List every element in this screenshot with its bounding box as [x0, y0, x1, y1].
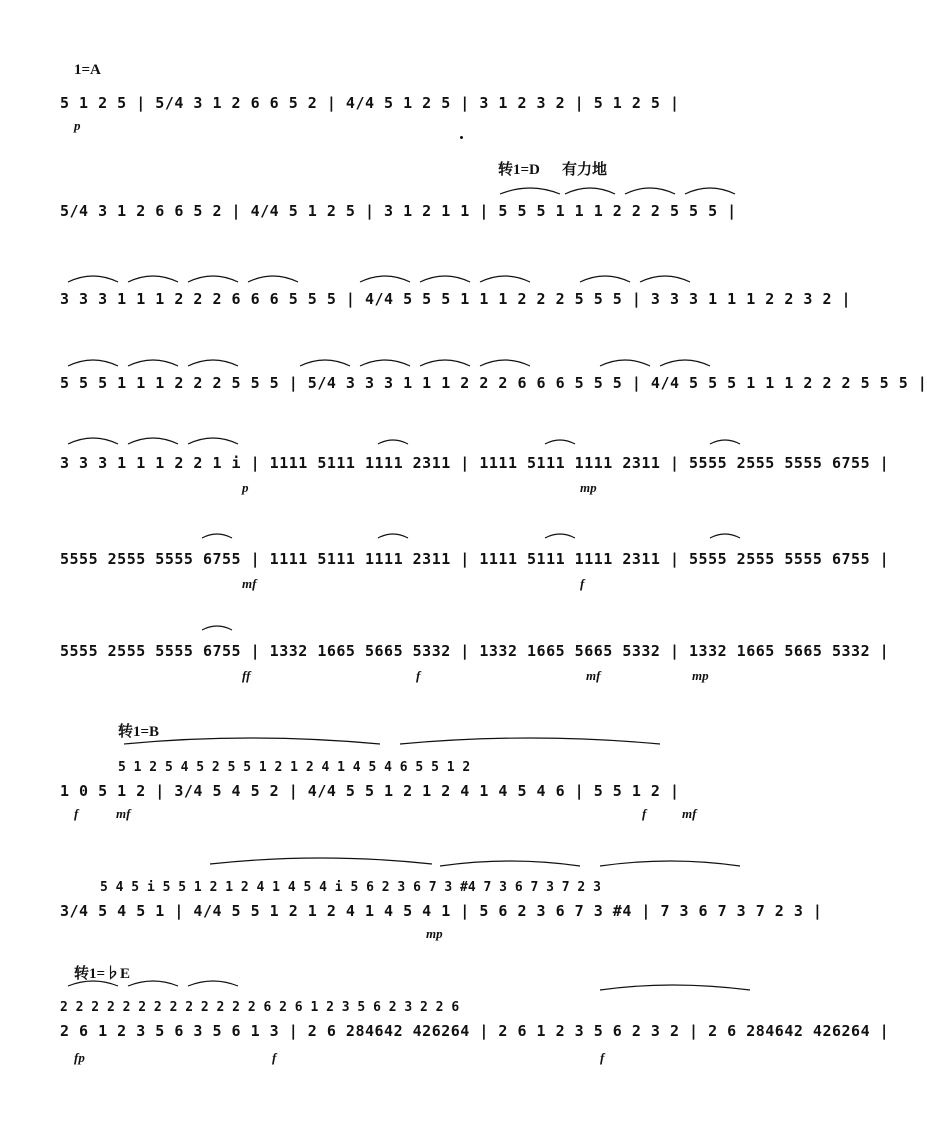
modulation-to-e-flat: 转1=♭E	[74, 966, 131, 982]
dynamic-marking: mf	[682, 806, 697, 821]
staff-notes: 5/4 3 1 2 6 6 5 2 | 4/4 5 1 2 5 | 3 1 2 1 1 | 5 5 5 1 1 1 2 2 2 5 5 5 |	[60, 202, 737, 220]
dynamic-marking: f	[416, 668, 421, 683]
staff-notes: 5 5 5 1 1 1 2 2 2 5 5 5 | 5/4 3 3 3 1 1 1 2 2 2 6 6 6 5 5 5 | 4/4 5 5 5 1 1 1 2 2 2 5 5 5 |	[60, 374, 927, 392]
staff-line-9	[60, 856, 823, 941]
staff-line-1	[60, 78, 762, 158]
dynamic-marking: mf	[586, 668, 601, 683]
staff-line-6	[60, 528, 890, 608]
dynamic-marking: mp	[580, 480, 597, 495]
dynamic-marking: mf	[116, 806, 131, 821]
staff-notes: 5555 2555 5555 6755 | 1332 1665 5665 5332 | 1332 1665 5665 5332 | 1332 1665 5665 5332 |	[60, 642, 890, 660]
dynamic-marking: f	[272, 1050, 277, 1065]
dynamic-marking: mp	[692, 668, 709, 683]
modulation-to-d: 转1=D	[498, 162, 540, 178]
upper-voice: 5 1 2 5 4 5 2 5 5 1 2 1 2 4 1 4 5 4 6 5 5 1 2	[118, 760, 471, 775]
staff-line-3	[60, 268, 852, 348]
slur-arcs	[60, 180, 762, 260]
slur-arcs	[60, 976, 890, 1056]
key-signature-a: 1=A	[74, 62, 101, 78]
staff-line-7	[60, 620, 890, 700]
staff-notes: 1 0 5 1 2 | 3/4 5 4 5 2 | 4/4 5 5 1 2 1 2 4 1 4 5 4 6 | 5 5 1 2 |	[60, 782, 680, 800]
slur-arcs	[60, 352, 927, 432]
dynamic-marking: fp	[74, 1050, 85, 1065]
slur-arcs	[60, 856, 823, 936]
upper-voice: 5 4 5 i 5 5 1 2 1 2 4 1 4 5 4 i 5 6 2 3 6 7 3 #4 7 3 6 7 3 7 2 3	[100, 880, 601, 895]
upper-voice: 2 2 2 2 2 2 2 2 2 2 2 2 2 6 2 6 1 2 3 5 6 2 3 2 2 6	[60, 1000, 460, 1015]
tempo-marking: 有力地	[562, 162, 608, 178]
slur-arcs	[60, 528, 890, 608]
staff-line-2	[60, 180, 762, 260]
slur-arcs	[60, 268, 852, 348]
staff-notes: 3 3 3 1 1 1 2 2 2 6 6 6 5 5 5 | 4/4 5 5 5 1 1 1 2 2 2 5 5 5 | 3 3 3 1 1 1 2 2 3 2 |	[60, 290, 852, 308]
dynamic-marking: p	[74, 118, 81, 133]
staff-line-8	[60, 736, 762, 821]
slur-arcs	[60, 434, 890, 514]
staff-line-10	[60, 976, 890, 1065]
modulation-to-b: 转1=B	[118, 724, 160, 740]
dynamic-marking: f	[600, 1050, 605, 1065]
dynamic-marking: f	[580, 576, 585, 591]
staff-notes: 5555 2555 5555 6755 | 1111 5111 1111 2311 | 1111 5111 1111 2311 | 5555 2555 5555 6755 |	[60, 550, 890, 568]
staff-notes: 3/4 5 4 5 1 | 4/4 5 5 1 2 1 2 4 1 4 5 4 1 | 5 6 2 3 6 7 3 #4 | 7 3 6 7 3 7 2 3 |	[60, 902, 823, 920]
dynamic-marking: f	[74, 806, 79, 821]
dynamic-marking: ff	[242, 668, 251, 683]
slur-arcs	[60, 620, 890, 700]
dynamic-marking: mf	[242, 576, 257, 591]
staff-notes: 5 1 2 5 | 5/4 3 1 2 6 6 5 2 | 4/4 5 1 2 5 | 3 1 2 3 2 | 5 1 2 5 |	[60, 94, 680, 112]
staff-line-5	[60, 434, 890, 514]
slur-arcs	[60, 736, 762, 816]
dynamic-marking: p	[242, 480, 249, 495]
dynamic-marking: f	[642, 806, 647, 821]
staff-notes: 2 6 1 2 3 5 6 3 5 6 1 3 | 2 6 284642 426264 | 2 6 1 2 3 5 6 2 3 2 | 2 6 284642 426264 |	[60, 1022, 890, 1040]
staff-line-4	[60, 352, 927, 432]
staff-notes: 3 3 3 1 1 1 2 2 1 i | 1111 5111 1111 2311 | 1111 5111 1111 2311 | 5555 2555 5555 6755 |	[60, 454, 890, 472]
dynamic-marking: mp	[426, 926, 443, 941]
